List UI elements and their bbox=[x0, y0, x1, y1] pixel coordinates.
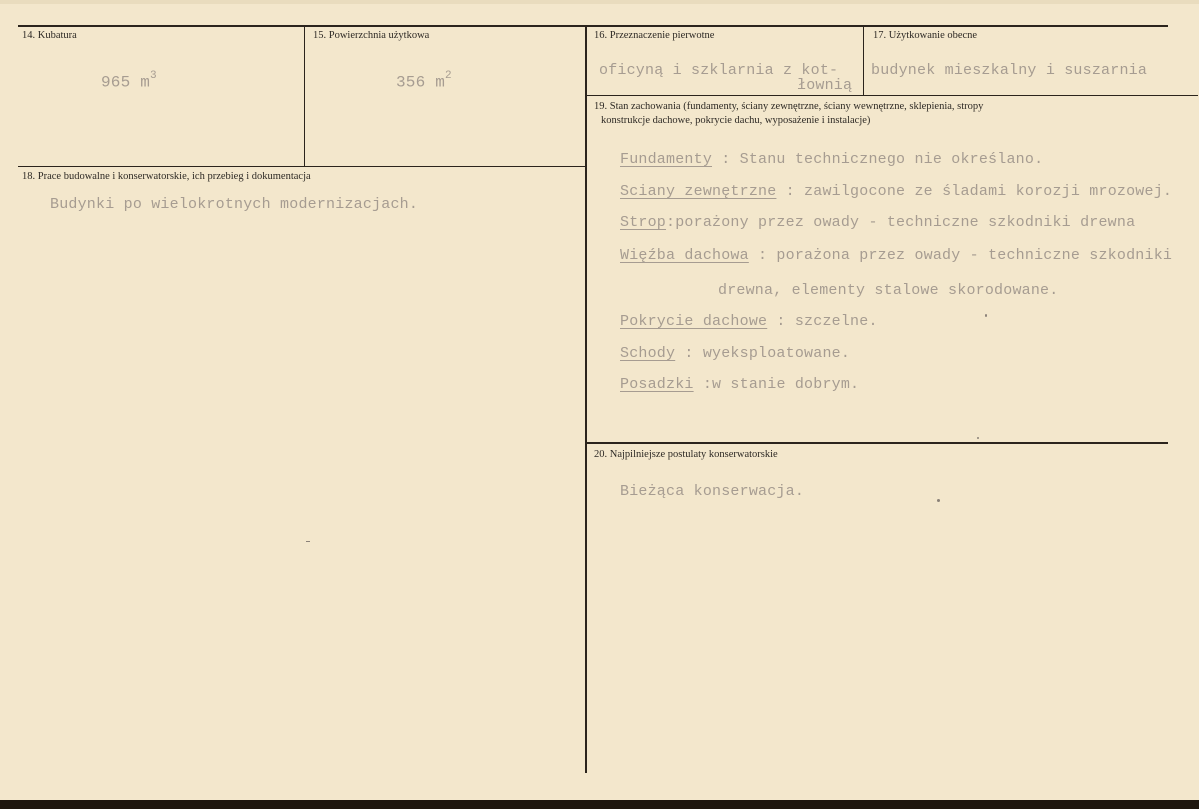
condition-item-text: drewna, elementy stalowe skorodowane. bbox=[718, 282, 1059, 299]
condition-item-head: Sciany zewnętrzne bbox=[620, 183, 777, 200]
rule-under-16-17 bbox=[586, 95, 1198, 96]
condition-item bbox=[620, 247, 1172, 264]
main-vertical-divider bbox=[585, 26, 587, 773]
condition-item-text: : szczelne. bbox=[767, 313, 878, 330]
rule-under-14-15 bbox=[18, 166, 586, 167]
field-19-label-line1: 19. Stan zachowania (fundamenty, ściany zewnętrzne, ściany wewnętrzne, sklepienia, stropy bbox=[594, 101, 984, 112]
field-15-number: 356 bbox=[396, 73, 426, 92]
condition-item-head: Strop bbox=[620, 214, 667, 231]
field-19-label-line2: konstrukcje dachowe, pokrycie dachu, wyposażenie i instalacje) bbox=[601, 115, 871, 126]
condition-item bbox=[620, 151, 1043, 168]
paper-speck bbox=[937, 499, 940, 502]
field-14-exponent: 3 bbox=[150, 70, 157, 82]
field-18-value: Budynki po wielokrotnych modernizacjach. bbox=[50, 196, 419, 213]
field-15-value bbox=[396, 72, 452, 91]
condition-item-head: Pokrycie dachowe bbox=[620, 313, 768, 330]
paper-speck bbox=[985, 314, 987, 317]
field-20-label: 20. Najpilniejsze postulaty konserwatorskie bbox=[594, 449, 778, 460]
condition-item-text: :porażony przez owady - techniczne szkodniki drewna bbox=[666, 214, 1136, 231]
condition-item bbox=[620, 376, 859, 393]
condition-item-head: Posadzki bbox=[620, 376, 694, 393]
field-18-label: 18. Prace budowalne i konserwatorskie, ich przebieg i dokumentacja bbox=[22, 171, 311, 182]
condition-item bbox=[620, 313, 878, 330]
condition-item-continuation bbox=[718, 282, 1058, 299]
condition-item bbox=[620, 183, 1172, 200]
field-16-label: 16. Przeznaczenie pierwotne bbox=[594, 30, 715, 41]
condition-item-head: Więźba dachowa bbox=[620, 247, 749, 264]
field-16-value-line2: łownią bbox=[797, 77, 853, 94]
top-rule bbox=[18, 25, 1168, 27]
field-14-number: 965 bbox=[101, 73, 131, 92]
scan-edge-top bbox=[0, 0, 1199, 4]
condition-item-head: Schody bbox=[620, 345, 676, 362]
rule-above-20 bbox=[586, 442, 1168, 444]
field-15-label: 15. Powierzchnia użytkowa bbox=[313, 30, 430, 41]
field-14-value bbox=[101, 72, 157, 91]
field-15-exponent: 2 bbox=[445, 70, 452, 82]
condition-item-text: :w stanie dobrym. bbox=[693, 376, 860, 393]
condition-item-text: : Stanu technicznego nie określano. bbox=[712, 151, 1044, 168]
paper-speck bbox=[306, 541, 310, 542]
field-16-value-line1: oficyną i szklarnia z kot- bbox=[599, 62, 839, 79]
divider-14-15 bbox=[304, 26, 305, 166]
field-17-label: 17. Użytkowanie obecne bbox=[873, 30, 978, 41]
divider-16-17 bbox=[863, 26, 864, 96]
field-14-label: 14. Kubatura bbox=[22, 30, 77, 41]
condition-item-text: : zawilgocone ze śladami korozji mrozowej. bbox=[776, 183, 1173, 200]
scan-edge-bottom bbox=[0, 800, 1199, 809]
paper-speck bbox=[977, 437, 979, 439]
condition-item-head: Fundamenty bbox=[620, 151, 713, 168]
condition-item-text: : porażona przez owady - techniczne szkodniki bbox=[748, 247, 1173, 264]
field-17-value: budynek mieszkalny i suszarnia bbox=[871, 62, 1148, 79]
field-20-value: Bieżąca konserwacja. bbox=[620, 483, 805, 500]
condition-item bbox=[620, 214, 1135, 231]
field-14-unit: m bbox=[140, 73, 151, 92]
field-15-unit: m bbox=[435, 73, 446, 92]
condition-item-text: : wyeksploatowane. bbox=[675, 345, 851, 362]
condition-item bbox=[620, 345, 850, 362]
